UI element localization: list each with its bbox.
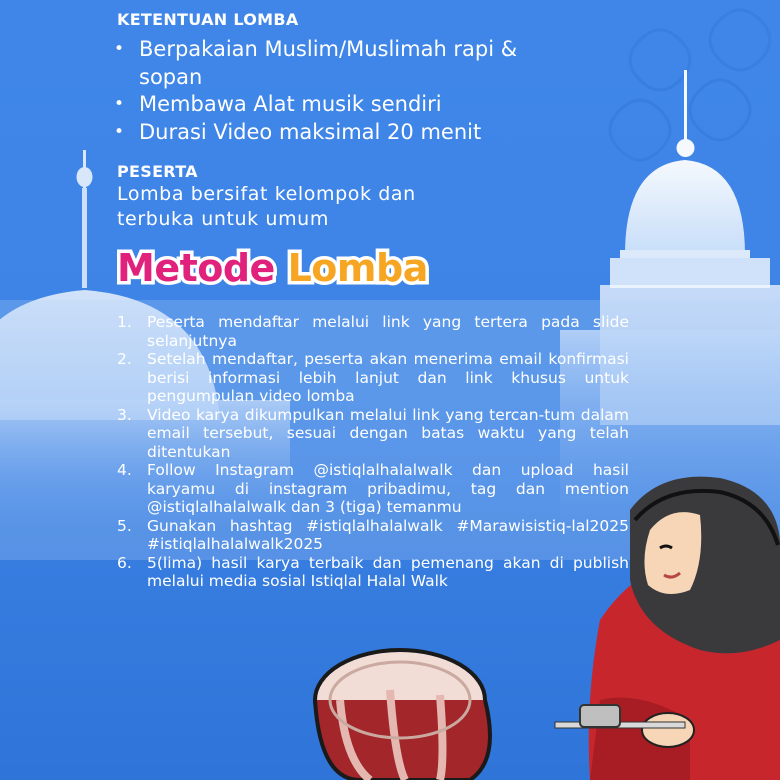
metode-title [117,246,428,290]
metode-steps [117,313,629,591]
metode-title-part1: Metode [117,246,275,290]
step-text: Peserta mendaftar melalui link yang tertera pada slide selanjutnya [147,313,629,350]
step-number: 5. [117,516,132,535]
metode-title-part2: Lomba [287,246,428,290]
peserta-text: Lomba bersifat kelompok dan terbuka untuk umum [117,183,416,230]
ketentuan-heading: KETENTUAN LOMBA [117,10,299,29]
step-number: 6. [117,553,132,572]
step-number: 4. [117,461,132,479]
step-number: 3. [117,405,132,424]
list-item: • Membawa Alat musik sendiri [112,91,559,119]
step-text: Gunakan hashtag #istiqlalhalalwalk #Marawisistiq-lal2025 #istiqlalhalalwalk2025 [147,516,629,553]
list-item [117,461,629,517]
list-item: • Berpakaian Muslim/Muslimah rapi & sopan [112,36,559,91]
ketentuan-list [112,36,559,146]
list-item [117,554,629,591]
step-number: 2. [117,350,132,368]
step-text: 5(lima) hasil karya terbaik dan pemenang akan di publish melalui media sosial Istiqlal Halal Walk [147,553,629,590]
list-item: • Durasi Video maksimal 20 menit [112,119,559,147]
step-text: Follow Instagram @istiqlalhalalwalk dan upload hasil karyamu di instagram pribadimu, tag dan mention @istiqlalhalalwalk dan 3 (tiga) temanmu [147,461,629,516]
peserta-heading: PESERTA [117,162,198,181]
step-text: Setelah mendaftar, peserta akan menerima email konfirmasi berisi informasi lebih lanjut dan link khusus untuk pengumpulan video lomba [147,350,629,405]
list-item [117,350,629,406]
step-number: 1. [117,313,132,331]
list-item [117,406,629,462]
list-item [117,517,629,554]
step-text: Video karya dikumpulkan melalui link yang tercan-tum dalam email tersebut, sesuai dengan batas waktu yang telah ditentukan [147,405,629,461]
list-item [117,313,629,350]
